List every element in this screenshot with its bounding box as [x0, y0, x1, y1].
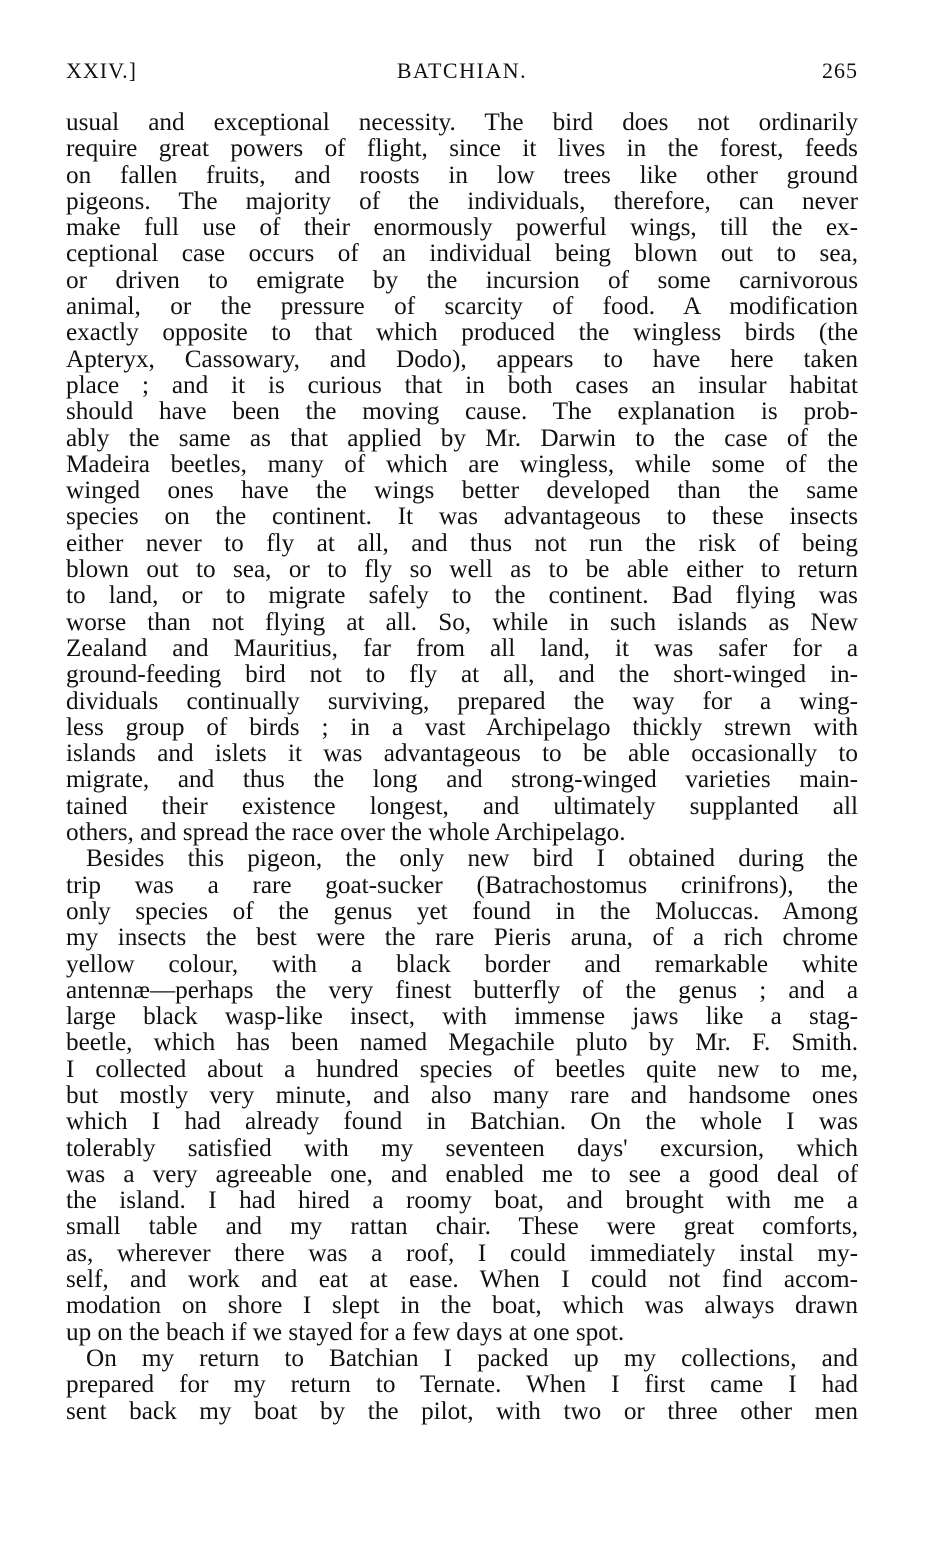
text-line: blown out to sea, or to fly so well as to be able either to return: [66, 556, 858, 584]
text-line: only species of the genus yet found in the Moluccas. Among: [66, 897, 858, 925]
chapter-number: XXIV.]: [66, 58, 137, 83]
text-line: on fallen fruits, and roosts in low trees like other ground: [66, 161, 858, 189]
text-line: usual and exceptional necessity. The bird does not ordinarily: [66, 109, 858, 136]
text-line: which I had already found in Batchian. On the whole I was: [66, 1108, 858, 1136]
text-line: trip was a rare goat-sucker (Batrachostomus crinifrons), the: [66, 871, 858, 899]
text-line: winged ones have the wings better developed than the same: [66, 477, 858, 505]
text-line: should have been the moving cause. The explanation is prob-: [66, 398, 858, 426]
text-line: my insects the best were the rare Pieris aruna, of a rich chrome: [66, 924, 858, 952]
text-line: to land, or to migrate safely to the continent. Bad flying was: [66, 582, 858, 610]
text-line: or driven to emigrate by the incursion of some carnivorous: [66, 266, 858, 294]
text-line: less group of birds ; in a vast Archipelago thickly strewn with: [66, 713, 858, 741]
text-line: prepared for my return to Ternate. When I first came I had: [66, 1371, 858, 1399]
text-line: but mostly very minute, and also many rare and handsome ones: [66, 1081, 858, 1109]
text-line: beetle, which has been named Megachile pluto by Mr. F. Smith.: [66, 1029, 858, 1057]
text-line: either never to fly at all, and thus not run the risk of being: [66, 529, 858, 557]
text-line: ground-feeding bird not to fly at all, and the short-winged in-: [66, 661, 858, 689]
text-line: as, wherever there was a roof, I could immediately instal my-: [66, 1239, 858, 1267]
text-line: the island. I had hired a roomy boat, and brought with me a: [66, 1187, 858, 1215]
text-line: Besides this pigeon, the only new bird I obtained during the: [86, 845, 858, 873]
text-line: Zealand and Mauritius, far from all land, it was safer for a: [66, 634, 858, 662]
text-line: Apteryx, Cassowary, and Dodo), appears to have here taken: [66, 345, 858, 373]
text-line: On my return to Batchian I packed up my collections, and: [86, 1344, 858, 1372]
running-title: BATCHIAN.: [396, 58, 528, 83]
text-line: migrate, and thus the long and strong-winged varieties main-: [66, 766, 858, 794]
text-line: worse than not flying at all. So, while in such islands as New: [66, 608, 858, 636]
text-line: tained their existence longest, and ultimately supplanted all: [66, 792, 858, 820]
text-line: was a very agreeable one, and enabled me to see a good deal of: [66, 1160, 858, 1188]
text-line: tolerably satisfied with my seventeen days' excursion, which: [66, 1134, 858, 1162]
text-line: modation on shore I slept in the boat, which was always drawn: [66, 1292, 858, 1320]
text-line: pigeons. The majority of the individuals, therefore, can never: [66, 187, 858, 215]
text-line: animal, or the pressure of scarcity of food. A modification: [66, 293, 858, 321]
text-line: yellow colour, with a black border and remarkable white: [66, 950, 858, 978]
text-line: small table and my rattan chair. These were great comforts,: [66, 1213, 858, 1241]
text-line: require great powers of flight, since it lives in the forest, feeds: [66, 135, 858, 163]
page-number: 265: [822, 58, 858, 83]
running-header: [66, 58, 858, 88]
text-line: dividuals continually surviving, prepared the way for a wing-: [66, 687, 858, 715]
text-line: Madeira beetles, many of which are wingless, while some of the: [66, 450, 858, 478]
text-line: place ; and it is curious that in both cases an insular habitat: [66, 371, 858, 399]
text-line: I collected about a hundred species of beetles quite new to me,: [66, 1055, 858, 1083]
text-line: make full use of their enormously powerful wings, till the ex-: [66, 214, 858, 242]
text-line: exactly opposite to that which produced the wingless birds (the: [66, 319, 858, 347]
text-line: species on the continent. It was advantageous to these insects: [66, 503, 858, 531]
body-text: [66, 110, 858, 1425]
text-line: ably the same as that applied by Mr. Darwin to the case of the: [66, 424, 858, 452]
text-line: up on the beach if we stayed for a few days at one spot.: [66, 1318, 625, 1346]
text-line: antennæ—perhaps the very finest butterfly of the genus ; and a: [66, 976, 858, 1004]
text-line: self, and work and eat at ease. When I could not find accom-: [66, 1266, 858, 1294]
text-line: large black wasp-like insect, with immense jaws like a stag-: [66, 1003, 858, 1031]
text-line: others, and spread the race over the whole Archipelago.: [66, 819, 626, 847]
text-line: ceptional case occurs of an individual being blown out to sea,: [66, 240, 858, 268]
text-line: islands and islets it was advantageous to be able occasionally to: [66, 740, 858, 768]
text-line: sent back my boat by the pilot, with two or three other men: [66, 1397, 858, 1425]
